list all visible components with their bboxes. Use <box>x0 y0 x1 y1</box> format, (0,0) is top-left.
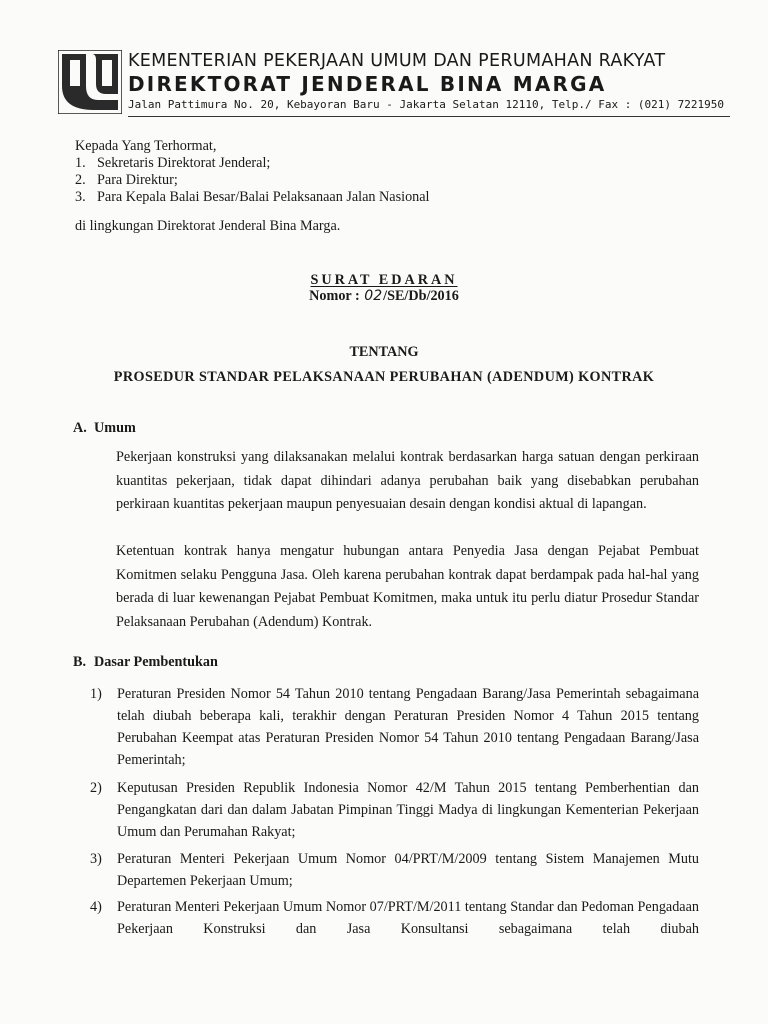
recipient-item: 3. Para Kepala Balai Besar/Balai Pelaksanaan Jalan Nasional <box>75 189 430 205</box>
legal-basis-item: 2) Keputusan Presiden Republik Indonesia Nomor 42/M Tahun 2015 tentang Pemberhentian dan Pengangkatan dari dan dalam Jabatan Pimpinan Tinggi Madya di lingkungan Kementerian Pekerjaan Umum dan Perumahan Rakyat; <box>90 780 699 840</box>
legal-basis-item: 4) Peraturan Menteri Pekerjaan Umum Nomor 07/PRT/M/2011 tentang Standar dan Pedoman Pengadaan Pekerjaan Konstruksi dan Jasa Konsultansi sebagaimana telah diubah <box>90 899 699 937</box>
legal-basis-item: 3) Peraturan Menteri Pekerjaan Umum Nomor 04/PRT/M/2009 tentang Sistem Manajemen Mutu Departemen Pekerjaan Umum; <box>90 851 699 889</box>
section-a-paragraph-1: Pekerjaan konstruksi yang dilaksanakan melalui kontrak berdasarkan harga satuan dengan perkiraan kuantitas pekerjaan, tidak dapat dihindari adanya perubahan baik yang disebabkan perubahan perkiraan kuantitas pekerjaan maupun penyesuaian desain dengan kondisi aktual di lapangan. <box>116 449 699 512</box>
letterhead <box>58 50 730 122</box>
addressee-block <box>75 138 430 235</box>
letterhead-text <box>128 50 730 112</box>
section-a-paragraph-2: Ketentuan kontrak hanya mengatur hubungan antara Penyedia Jasa dengan Pejabat Pembuat Komitmen selaku Pengguna Jasa. Oleh karena perubahan kontrak dapat berdampak pada hal-hal yang berada di luar kewenangan Pejabat Pembuat Komitmen, maka untuk itu perlu diatur Prosedur Standar Pelaksanaan Perubahan (Adendum) Kontrak. <box>116 543 699 630</box>
circular-subject: PROSEDUR STANDAR PELAKSANAAN PERUBAHAN (ADENDUM) KONTRAK <box>113 369 655 385</box>
ministry-name: KEMENTERIAN PEKERJAAN UMUM DAN PERUMAHAN RAKYAT <box>128 51 666 71</box>
section-a-heading: A. Umum <box>73 420 136 436</box>
addressee-location: di lingkungan Direktorat Jenderal Bina Marga. <box>75 218 341 234</box>
legal-basis-item: 1) Peraturan Presiden Nomor 54 Tahun 2010 tentang Pengadaan Barang/Jasa Pemerintah sebagaimana telah diubah beberapa kali, terakhir dengan Peraturan Presiden Nomor 4 Tahun 2015 tentang Perubahan Keempat atas Peraturan Presiden Nomor 54 Tahun 2010 tentang Pengadaan Barang/Jasa Pemerintah; <box>90 686 699 768</box>
pu-logo-icon <box>58 50 122 114</box>
directorate-name: DIREKTORAT JENDERAL BINA MARGA <box>128 72 607 96</box>
circular-title: SURAT EDARAN <box>310 272 458 288</box>
office-address: Jalan Pattimura No. 20, Kebayoran Baru - Jakarta Selatan 12110, Telp./ Fax : (021) 7221950 <box>128 98 725 111</box>
circular-number: Nomor : 02/SE/Db/2016 <box>309 288 459 304</box>
recipient-item: 2. Para Direktur; <box>75 172 178 188</box>
salutation: Kepada Yang Terhormat, <box>75 138 217 154</box>
section-b-heading: B. Dasar Pembentukan <box>73 654 218 670</box>
about-heading: TENTANG <box>349 344 419 360</box>
recipient-item: 1. Sekretaris Direktorat Jenderal; <box>75 155 271 171</box>
letterhead-divider <box>128 116 730 117</box>
handwritten-number: 02 <box>364 288 383 304</box>
